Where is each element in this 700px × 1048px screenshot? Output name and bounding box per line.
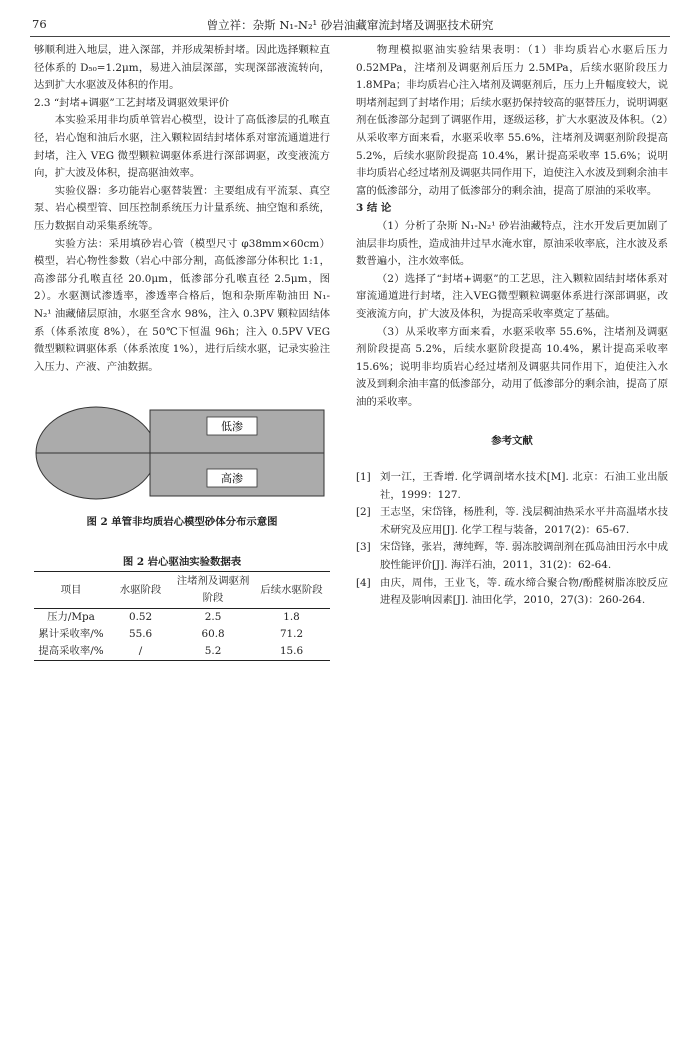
table-header: 注堵剂及调驱剂阶段 bbox=[173, 572, 253, 609]
table-cell: 5.2 bbox=[173, 643, 253, 661]
low-perm-label: 低渗 bbox=[221, 420, 243, 434]
table-cell: 71.2 bbox=[279, 628, 304, 641]
reference-text: 刘一江，王香增. 化学调剖堵水技术[M]. 北京：石油工业出版社，1999：127. bbox=[380, 471, 668, 501]
table-cell: / bbox=[108, 643, 173, 661]
reference-item bbox=[356, 575, 668, 610]
table-row bbox=[34, 643, 330, 661]
table-row bbox=[34, 609, 330, 627]
reference-item bbox=[356, 539, 668, 574]
core-model-diagram bbox=[34, 406, 330, 510]
table-cell: 提高采收率/% bbox=[34, 643, 108, 661]
table-cell: 累计采收率/% bbox=[38, 628, 104, 641]
right-column bbox=[356, 42, 668, 610]
conclusion-paragraph: （2）选择了“封堵+调驱”的工艺思，注入颗粒固结封堵体系对窜流通道进行封堵，注入VEG微型颗粒调驱体系进行深部调驱，改变液流方向，扩大波及体积，为提高采收率奠定了基础。 bbox=[356, 272, 668, 320]
body-paragraph: 实验方法：采用填砂岩心管（模型尺寸 φ38mm×60cm）模型，岩心物性参数（岩心中部分割，高低渗部分体积比 1:1，高渗部分孔喉直径 20.0μm，低渗部分孔喉直径 2.5μm，图 2）。水驱测试渗透率，渗透率合格后，饱和杂斯库勒油田 N₁-N₂¹ 油藏储层原油，水驱至含水 98%，注入 0.3PV 颗粒固结体系（体系浓度 8%），在 50℃下恒温 96h；注入 0.5PV VEG 微型颗粒调驱体系（体系浓度 1%），进行后续水驱，记录实验注入压力、产液、产油数据。 bbox=[34, 237, 330, 373]
high-perm-label: 高渗 bbox=[221, 472, 243, 486]
page-number: 76 bbox=[32, 17, 47, 31]
figure-caption: 图 2 单管非均质岩心模型砂体分布示意图 bbox=[86, 516, 278, 529]
reference-item bbox=[356, 469, 668, 504]
section-heading-conclusions: 3 结 论 bbox=[356, 202, 392, 215]
experiment-data-table bbox=[34, 571, 330, 661]
running-title: 曾立祥：杂斯 N₁-N₂¹ 砂岩油藏窜流封堵及调驱技术研究 bbox=[206, 18, 494, 32]
body-paragraph: 实验仪器：多功能岩心驱替装置：主要组成有平流泵、真空泵、岩心模型管、回压控制系统压力计量系统、抽空饱和系统，压力数据自动采集系统等。 bbox=[34, 184, 330, 232]
reference-number: [1] bbox=[356, 471, 371, 484]
table-cell: 55.6 bbox=[128, 628, 153, 641]
table-cell: 60.8 bbox=[201, 628, 225, 641]
reference-number: [3] bbox=[356, 541, 371, 554]
table-cell: 2.5 bbox=[204, 611, 222, 624]
table-header: 水驱阶段 bbox=[108, 572, 173, 609]
table-header: 后续水驱阶段 bbox=[253, 572, 330, 609]
reference-number: [2] bbox=[356, 506, 371, 519]
body-paragraph: 本实验采用非均质单管岩心模型，设计了高低渗层的孔喉直径，岩心饱和油后水驱，注入颗粒固结封堵体系对窜流通道进行封堵，注入 VEG 微型颗粒调驱体系进行深部调驱，改变液流方向，扩大波及体积，提高驱油效率。 bbox=[34, 114, 330, 180]
reference-number: [4] bbox=[356, 576, 371, 589]
conclusion-paragraph: （3）从采收率方面来看，水驱采收率 55.6%，注堵剂及调驱剂阶段提高 5.2%，后续水驱阶段提高 10.4%，累计提高采收率 15.6%；说明非均质岩心经过堵剂及调驱共同作用下，迫使注入水波及到剩余油丰富的低渗部分，动用了低渗部分的剩余油，提高了原油的采收率。 bbox=[356, 325, 668, 408]
conclusion-paragraph: （1）分析了杂斯 N₁-N₂¹ 砂岩油藏特点，注水开发后更加剧了油层非均质性，造成油井过早水淹水窜，原油采收率底，注水波及系数普遍小，注水效率低。 bbox=[356, 219, 668, 268]
intro-paragraph: 够顺利进入地层，进入深部，并形成架桥封堵。因此选择颗粒直径体系的 D₅₀=1.2μm，易进入油层深部，实现深部液流转向，达到扩大水驱波及体积的作用。 bbox=[34, 44, 330, 92]
table-header: 项目 bbox=[34, 572, 108, 609]
reference-item bbox=[356, 504, 668, 539]
table-cell: 压力/Mpa bbox=[47, 611, 95, 624]
section-heading-2-3: 2.3 “封堵+调驱”工艺封堵及调驱效果评价 bbox=[34, 96, 230, 109]
reference-text: 王志坚，宋岱锋，杨胜利，等. 浅层稠油热采水平井高温堵水技术研究及应用[J]. 化学工程与装备，2017(2)：65-67. bbox=[380, 506, 668, 536]
table-header-row bbox=[34, 572, 330, 609]
table-cell: 0.52 bbox=[128, 611, 153, 624]
results-paragraph: 物理模拟驱油实验结果表明：（1）非均质岩心水驱后压力 0.52MPa，注堵剂及调驱剂后压力 2.5MPa，后续水驱阶段压力 1.8MPa；非均质岩心注入堵剂及调驱剂后，压力上升幅度较大，说明堵剂起到了封堵作用；后续水驱扔保持较高的驱替压力，说明调驱剂在低渗部分起到了调驱作用，逐级运移，扩大水驱波及体积。（2）从采收率方面来看，水驱采收率 55.6%，注堵剂及调驱剂阶段提高 5.2%，后续水驱阶段提高 10.4%，累计提高采收率 15.6%；说明非均质岩心经过堵剂及调驱共同作用下，迫使注入水波及到剩余油丰富的低渗部分，动用了低渗部分的剩余油，提高了原油的采收率。 bbox=[356, 44, 668, 197]
reference-text: 宋岱锋，张岩，薄纯辉，等. 弱冻胶调剖剂在孤岛油田污水中成胶性能评价[J]. 海洋石油，2011，31(2)：62-64. bbox=[380, 541, 668, 572]
references-heading: 参考文献 bbox=[491, 435, 533, 448]
table-cell: 15.6 bbox=[253, 643, 330, 661]
table-caption: 图 2 岩心驱油实验数据表 bbox=[122, 555, 242, 568]
figure-core-model bbox=[34, 406, 330, 510]
reference-text: 由庆，周伟，王业飞，等. 疏水缔合聚合物/酚醛树脂冻胶反应进程及影响因素[J]. 油田化学，2010，27(3)：260-264. bbox=[380, 576, 668, 607]
table-row bbox=[34, 626, 330, 643]
left-column bbox=[34, 42, 330, 661]
running-header bbox=[30, 14, 670, 37]
table-cell: 1.8 bbox=[283, 611, 300, 624]
